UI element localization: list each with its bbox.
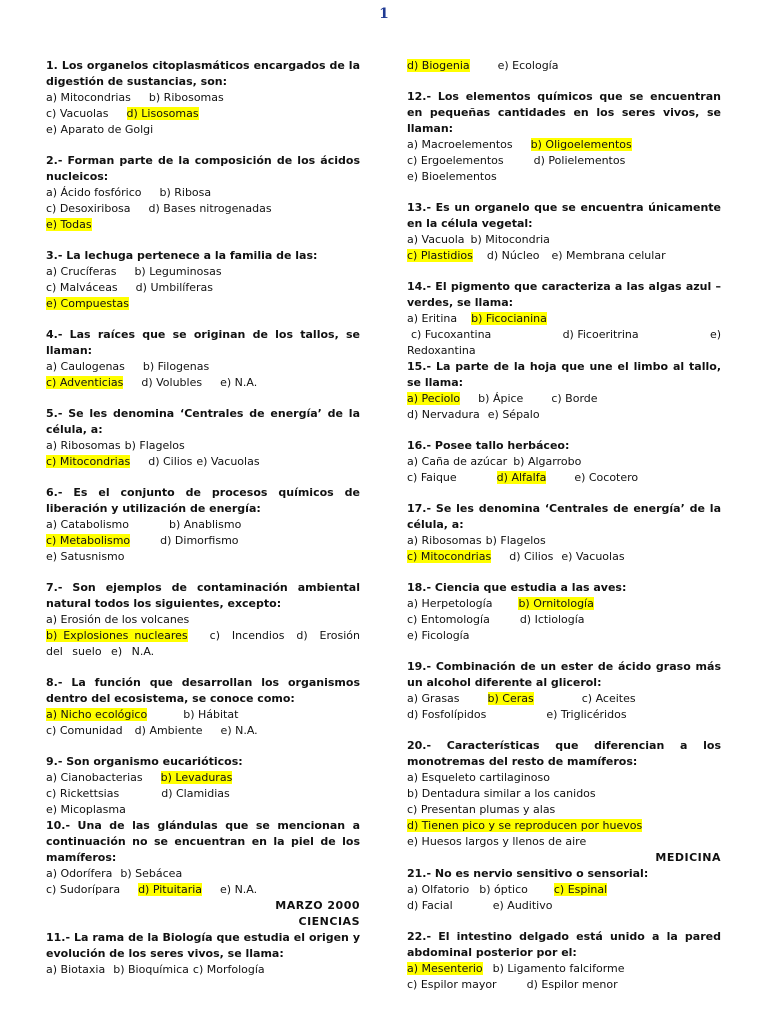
option: e) [709,328,721,341]
option: a) Ribosomas [46,439,121,452]
option-line [46,612,360,628]
highlighted-answer: d) Biogenia [407,59,470,72]
section-title-ciencias: CIENCIAS [298,915,360,928]
option: a) Caulogenas [46,360,125,373]
highlighted-answer: a) Nicho ecológico [46,708,148,721]
question-title: 7.- Son ejemplos de contaminación ambiental natural todos los siguientes, excepto: [46,581,360,610]
highlighted-answer: c) Plastidios [407,249,473,262]
question-title: 18.- Ciencia que estudia a las aves: [407,581,627,594]
question-title: 13.- Es un organelo que se encuentra únicamente en la célula vegetal: [407,201,721,230]
option: e) Ecología [497,59,559,72]
highlighted-answer: c) Adventicias [46,376,124,389]
option-line [407,549,721,565]
highlighted-answer: b) Ficocianina [471,312,547,325]
option: d) Ictiología [519,613,585,626]
highlighted-answer: b) Explosiones nucleares [46,629,188,642]
option: d) Espilor menor [526,978,618,991]
page-number: 1 [379,6,389,22]
option-line [407,612,721,628]
option-line [46,882,360,898]
option: b) Ribosomas [148,91,224,104]
question-title: 19.- Combinación de un ester de ácido graso más un alcohol diferente al glicerol: [407,660,721,689]
option-line [407,533,721,549]
option: d) Ficoeritrina [562,328,639,341]
option: b) Hábitat [183,708,239,721]
question-14 [407,279,721,359]
option: e) Huesos largos y llenos de aire [407,835,587,848]
section-title-medicina: MEDICINA [655,851,721,864]
option-line [407,882,721,898]
question-10 [46,818,360,898]
option-line [46,549,360,565]
question-title: 11.- La rama de la Biología que estudia el origen y evolución de los seres vivos, se llama: [46,931,360,960]
option: d) Fosfolípidos [407,708,487,721]
question-19 [407,659,721,723]
option: c) Presentan plumas y alas [407,803,556,816]
option: b) Algarrobo [513,455,582,468]
option-line [46,533,360,549]
option: a) Vacuola [407,233,465,246]
option: a) Mitocondrias [46,91,131,104]
question-6 [46,485,360,565]
option-line [407,770,721,786]
option-line [407,898,721,914]
option: d) Umbilíferas [135,281,213,294]
option: c) Desoxiribosa [46,202,131,215]
option: e) N.A. [220,724,258,737]
question-title: 4.- Las raíces que se originan de los tallos, se llaman: [46,328,360,357]
option: e) Triglicéridos [546,708,627,721]
option: b) Flagelos [124,439,185,452]
question-title: 6.- Es el conjunto de procesos químicos de liberación y utilización de energía: [46,486,360,515]
option-line [46,375,360,391]
option: d) Nervadura [407,408,480,421]
option: e) Aparato de Golgi [46,123,154,136]
left-column [46,58,360,993]
highlighted-answer: c) Metabolismo [46,534,131,547]
question-12 [407,89,721,185]
option: a) Ácido fosfórico [46,186,142,199]
question-15 [407,359,721,423]
option: d) Cilios [148,455,193,468]
highlighted-answer: e) Compuestas [46,297,129,310]
option-line [46,201,360,217]
option: b) Flagelos [485,534,546,547]
option-line [46,786,360,802]
option: d) Ambiente [134,724,203,737]
option: Redoxantina [407,344,476,357]
question-4 [46,327,360,391]
option: b) Sebácea [120,867,183,880]
question-title: 21.- No es nervio sensitivo o sensorial: [407,867,649,880]
option-line [46,517,360,533]
option: e) Membrana celular [551,249,666,262]
option-line [407,596,721,612]
option: e) Cocotero [574,471,639,484]
option-line [46,802,360,818]
highlighted-answer: e) Todas [46,218,92,231]
section-title-marzo-2000: MARZO 2000 [275,899,360,912]
question-title: 12.- Los elementos químicos que se encuentran en pequeñas cantidades en los seres vivos, se llaman: [407,90,721,135]
option: e) Sépalo [487,408,540,421]
option-line [46,723,360,739]
question-title: 17.- Se les denomina ‘Centrales de energía’ de la célula, a: [407,502,721,531]
highlighted-answer: b) Levaduras [160,771,233,784]
question-title: 8.- La función que desarrollan los organismos dentro del ecosistema, se conoce como: [46,676,360,705]
question-16 [407,438,721,486]
option: e) Ficología [407,629,470,642]
option-line [46,185,360,201]
option-line [407,628,721,644]
question-9 [46,754,360,818]
option: d) Núcleo [486,249,540,262]
option-line [407,977,721,993]
option: d) Polielementos [533,154,626,167]
option-line [46,628,360,660]
option: e) Bioelementos [407,170,497,183]
question-17 [407,501,721,565]
option-line [407,691,721,707]
option: b) Ribosa [159,186,212,199]
option-line [46,90,360,106]
option: a) Erosión de los volcanes [46,613,190,626]
option-line [407,786,721,802]
option: d) Cilios [509,550,554,563]
option-line [46,962,360,978]
question-1 [46,58,360,138]
option: c) Malváceas [46,281,118,294]
option: b) Ápice [478,392,524,405]
option-line [407,343,721,359]
question-5 [46,406,360,470]
highlighted-answer: c) Mitocondrias [407,550,492,563]
option-line [46,296,360,312]
option: a) Herpetología [407,597,493,610]
option-line [46,454,360,470]
highlighted-answer: b) Ornitología [518,597,594,610]
question-2 [46,153,360,233]
option: c) Sudorípara [46,883,121,896]
right-column [407,58,721,1008]
option: b) Dentadura similar a los canidos [407,787,596,800]
option-line [407,232,721,248]
question-21 [407,866,721,914]
question-title: 3.- La lechuga pertenece a la familia de las: [46,249,318,262]
option-line [46,707,360,723]
option-line [407,169,721,185]
question-title: 14.- El pigmento que caracteriza a las algas azul – verdes, se llama: [407,280,721,309]
highlighted-answer: b) Oligoelementos [530,138,632,151]
option: d) Bases nitrogenadas [148,202,272,215]
option: a) Odorífera [46,867,113,880]
option-line [407,470,721,486]
option-line [407,961,721,977]
highlighted-answer: d) Tienen pico y se reproducen por huevos [407,819,643,832]
option: b) Anablismo [169,518,242,531]
option: c) Comunidad [46,724,123,737]
option: b) Filogenas [142,360,210,373]
highlighted-answer: a) Peciolo [407,392,461,405]
option: a) Esqueleto cartilaginoso [407,771,550,784]
question-3 [46,248,360,312]
option-line [46,866,360,882]
option-line [46,359,360,375]
highlighted-answer: d) Pituitaria [138,883,203,896]
question-title: 16.- Posee tallo herbáceo: [407,439,570,452]
option: e) Vacuolas [561,550,625,563]
option-line [407,327,721,343]
option-line [407,818,721,834]
option: b) óptico [479,883,528,896]
option: c) Faique [407,471,457,484]
option: a) Ribosomas [407,534,482,547]
option: a) Cianobacterias [46,771,143,784]
question-title: 10.- Una de las glándulas que se mencionan a continuación no se encuentran en la piel de los mamíferos: [46,819,360,864]
question-7 [46,580,360,660]
option: a) Catabolismo [46,518,130,531]
option-line [46,438,360,454]
option-line [407,311,721,327]
option: b) Leguminosas [134,265,222,278]
option: c) Entomología [407,613,490,626]
highlighted-answer: d) Alfalfa [496,471,547,484]
option: e) N.A. [220,376,258,389]
option: d) Dimorfismo [160,534,239,547]
option: c) Aceites [581,692,636,705]
option: e) Vacuolas [196,455,260,468]
option: d) Clamidias [161,787,230,800]
question-title: 20.- Características que diferencian a los monotremas del resto de mamíferos: [407,739,721,768]
option-line [407,407,721,423]
option-line [46,217,360,233]
option-line [407,834,721,850]
option: a) Eritina [407,312,458,325]
question-18 [407,580,721,644]
option: a) Olfatorio [407,883,470,896]
option: a) Macroelementos [407,138,513,151]
option-line [407,58,721,74]
option: b) Bioquímica [113,963,189,976]
option: d) Volubles [141,376,203,389]
option: a) Grasas [407,692,460,705]
option-line [407,137,721,153]
question-20 [407,738,721,850]
question-8 [46,675,360,739]
option: e) Satusnismo [46,550,125,563]
option: a) Crucíferas [46,265,117,278]
question-13 [407,200,721,264]
question-22 [407,929,721,993]
highlighted-answer: c) Mitocondrias [46,455,131,468]
highlighted-answer: d) Lisosomas [126,107,199,120]
option: c) Vacuolas [46,107,109,120]
option: d) Facial [407,899,453,912]
question-title: 9.- Son organismo eucarióticos: [46,755,243,768]
option: c) Morfología [192,963,265,976]
option-line [46,280,360,296]
option: c) Espilor mayor [407,978,497,991]
option: c) Rickettsias [46,787,120,800]
option-line [407,802,721,818]
question-title: 22.- El intestino delgado está unido a la pared abdominal posterior por el: [407,930,721,959]
option: a) Caña de azúcar [407,455,508,468]
option: c) Fucoxantina [411,328,492,341]
highlighted-answer: a) Mesenterio [407,962,483,975]
option: b) Ligamento falciforme [492,962,625,975]
option-line [46,122,360,138]
highlighted-answer: b) Ceras [487,692,534,705]
option: a) Biotaxia [46,963,106,976]
option: c) Incendios d) Erosión del suelo e) N.A. [46,629,360,658]
option: b) Mitocondria [470,233,550,246]
option: c) Ergoelementos [407,154,504,167]
question-title: 15.- La parte de la hoja que une el limbo al tallo, se llama: [407,360,721,389]
option: e) Auditivo [492,899,553,912]
question-title: 5.- Se les denomina ‘Centrales de energía’ de la célula, a: [46,407,360,436]
highlighted-answer: c) Espinal [553,883,608,896]
option-line [46,264,360,280]
question-11 [46,930,360,978]
option-line [46,770,360,786]
option-line [407,153,721,169]
question-title: 2.- Forman parte de la composición de los ácidos nucleicos: [46,154,360,183]
option-line [46,106,360,122]
option-line [407,454,721,470]
option: e) N.A. [220,883,258,896]
option-line [407,248,721,264]
option: e) Micoplasma [46,803,126,816]
question-11-continued [407,58,721,74]
option-line [407,391,721,407]
option: c) Borde [551,392,598,405]
question-title: 1. Los organelos citoplasmáticos encargados de la digestión de sustancias, son: [46,59,360,88]
option-line [407,707,721,723]
